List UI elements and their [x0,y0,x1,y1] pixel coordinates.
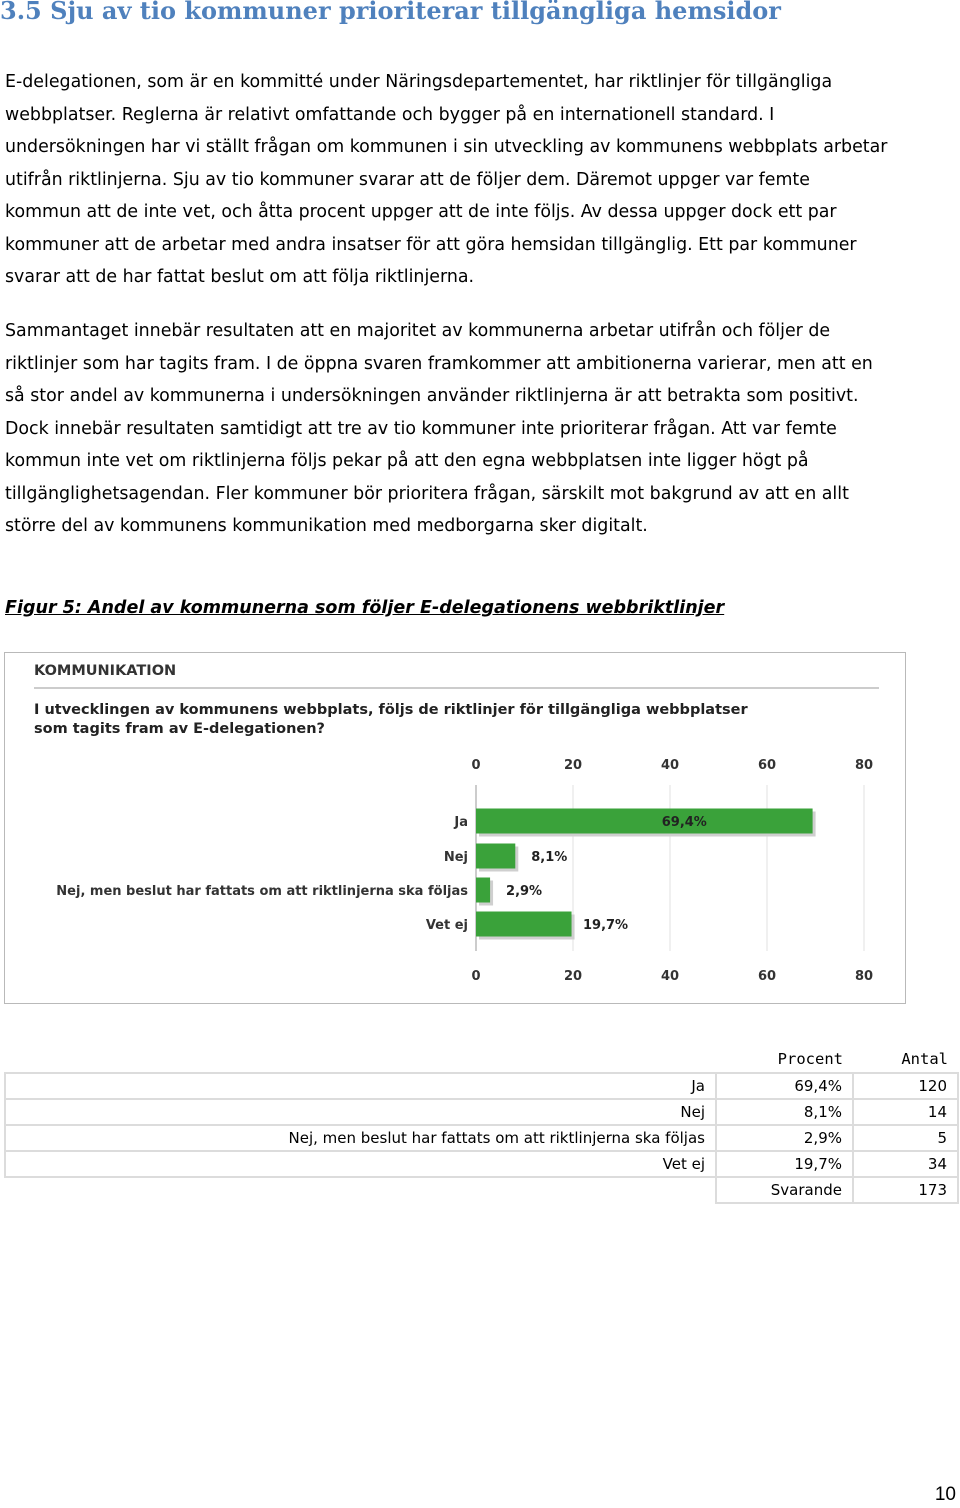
page-number: 10 [934,1484,956,1505]
paragraph-line: kommun att de inte vet, och åtta procent uppger att de inte följs. Av dessa uppger dock ett par [5,202,837,222]
bar-value-label: 19,7% [582,918,629,933]
category-label: Nej, men beslut har fattats om att riktlinjerna ska följas [56,884,468,899]
bar-chart [5,653,905,1003]
paragraph-line: tillgänglighetsagendan. Fler kommuner bör prioritera frågan, särskilt mot bakgrund av att en allt [5,483,849,504]
table-total-row [5,1177,958,1203]
row-procent: 8,1% [716,1099,853,1125]
x-tick-label-bottom: 80 [854,969,874,984]
bar-value-label: 69,4% [661,815,707,830]
row-antal: 5 [853,1125,958,1151]
table-header-row [5,1040,958,1073]
paragraph-line: E-delegationen, som är en kommitté under Näringsdepartementet, har riktlinjer för tillgängliga [5,72,833,92]
total-empty-cell [5,1177,716,1203]
paragraph-intro [5,66,955,294]
paragraph-summary [5,315,955,543]
bar-value-label: 2,9% [506,884,543,899]
table-row [5,1073,958,1099]
table-row [5,1125,958,1151]
results-table [4,1040,959,1204]
x-tick-label-bottom: 60 [757,969,777,984]
paragraph-line: webbplatser. Reglerna är relativt omfattande och bygger på en internationell standard. I [5,104,775,125]
x-tick-label-top: 80 [854,758,874,773]
table-header-antal: Antal [901,1050,948,1068]
paragraph-line: kommuner att de arbetar med andra insatser för att göra hemsidan tillgänglig. Ett par kommuner [5,234,857,255]
table-header-procent: Procent [777,1050,843,1068]
x-tick-label-top: 20 [563,758,583,773]
paragraph-line: utifrån riktlinjerna. Sju av tio kommuner svarar att de följer dem. Däremot uppger var femte [5,169,810,190]
row-antal: 120 [853,1073,958,1099]
bar [476,878,490,903]
x-tick-label-bottom: 0 [471,969,481,984]
row-label: Ja [5,1073,716,1099]
row-procent: 69,4% [716,1073,853,1099]
table-row [5,1151,958,1177]
paragraph-line: undersökningen har vi ställt frågan om kommunen i sin utveckling av kommunens webbplats arbetar [5,137,888,157]
bar-value-label: 8,1% [531,850,568,865]
row-label: Nej [5,1099,716,1125]
x-tick-label-top: 60 [757,758,777,773]
paragraph-line: Dock innebär resultaten samtidigt att tre av tio kommuner inte prioriterar frågan. Att var femte [5,418,837,439]
total-label: Svarande [716,1177,853,1203]
row-label: Nej, men beslut har fattats om att riktlinjerna ska följas [5,1125,716,1151]
row-procent: 19,7% [716,1151,853,1177]
bar [476,809,813,834]
x-tick-label-top: 40 [660,758,680,773]
paragraph-line: svarar att de har fattat beslut om att följa riktlinjerna. [5,267,475,287]
chart-question-line: I utvecklingen av kommunens webbplats, följs de riktlinjer för tillgängliga webbplatser [34,702,748,718]
row-antal: 34 [853,1151,958,1177]
row-label: Vet ej [5,1151,716,1177]
bar [476,912,572,937]
category-label: Ja [454,815,468,830]
section-heading: 3.5 Sju av tio kommuner prioriterar tillgängliga hemsidor [0,0,781,25]
paragraph-line: så stor andel av kommunerna i undersökningen använder riktlinjerna är att betrakta som positivt. [5,386,859,406]
total-value: 173 [853,1177,958,1203]
chart-section-label: KOMMUNIKATION [34,663,177,679]
row-procent: 2,9% [716,1125,853,1151]
paragraph-line: större del av kommunens kommunikation med medborgarna sker digitalt. [5,516,648,536]
table-header-empty [5,1040,716,1073]
figure-caption: Figur 5: Andel av kommunerna som följer E-delegationens webbriktlinjer [5,598,725,618]
paragraph-line: riktlinjer som har tagits fram. I de öppna svaren framkommer att ambitionerna varierar, men att en [5,353,873,374]
bar [476,844,515,869]
x-tick-label-bottom: 40 [660,969,680,984]
chart-panel [4,652,906,1004]
chart-question-line: som tagits fram av E-delegationen? [34,721,325,737]
paragraph-line: kommun inte vet om riktlinjerna följs pekar på att den egna webbplatsen inte ligger högt på [5,451,809,471]
paragraph-line: Sammantaget innebär resultaten att en majoritet av kommunerna arbetar utifrån och följer de [5,321,831,341]
x-tick-label-bottom: 20 [563,969,583,984]
x-tick-label-top: 0 [471,758,481,773]
category-label: Vet ej [425,918,468,933]
table-row [5,1099,958,1125]
category-label: Nej [443,850,468,865]
row-antal: 14 [853,1099,958,1125]
